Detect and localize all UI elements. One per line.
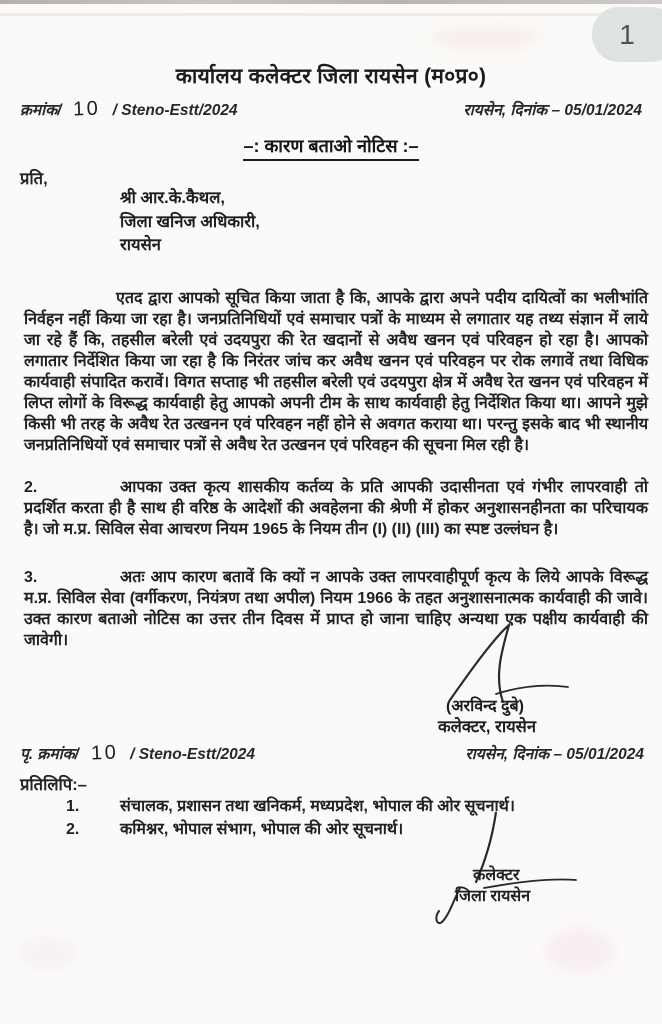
copy-item-number: 2. — [66, 820, 80, 838]
reference-row — [20, 98, 642, 121]
ref-suffix: / Steno-Estt/2024 — [112, 102, 238, 119]
signatory-designation: कलेक्टर, रायसेन — [438, 718, 536, 736]
paragraph-number: 3. — [24, 569, 38, 586]
salutation: प्रति, — [20, 170, 48, 188]
paragraph-text: आपका उक्त कृत्य शासकीय कर्तव्य के प्रति आपकी उदासीनता एवं गंभीर लापरवाही तो प्रदर्शित करता ही है साथ ही वरिष्ठ के आदेशों की अवहेलना की श्रेणी में होकर अनुशासनहीनता का परिचायक है। जो म.प्र. सिविल सेवा आचरण नियम 1965 के नियम तीन (I) (II) (III) का स्पष्ट उल्लंघन है। — [24, 479, 648, 538]
copy-item-number: 1. — [66, 798, 80, 815]
addressee-designation: जिला खनिज अधिकारी, — [120, 212, 260, 231]
endorsement-ref-suffix: / Steno-Estt/2024 — [130, 746, 255, 763]
addressee-block — [120, 187, 260, 258]
scan-smudge — [545, 928, 615, 973]
endorsement-ref-label: पृ. क्रमांक/ — [20, 746, 79, 763]
endorsement-signatory-district: जिला रायसेन — [455, 887, 531, 905]
endorsement-reference-row — [20, 742, 644, 765]
endorsement-place-date: रायसेन, दिनांक – 05/01/2024 — [465, 746, 644, 763]
endorsement-signatory-block — [455, 866, 530, 907]
signature-flourish — [436, 622, 586, 704]
notice-title-wrap — [0, 134, 662, 161]
scan-smudge — [430, 28, 540, 48]
paragraph-number: 2. — [24, 479, 38, 496]
addressee-name: श्री आर.के.कैथल, — [120, 189, 225, 207]
ref-number-handwritten: 10 — [73, 97, 102, 121]
scan-smudge — [18, 938, 78, 968]
copy-to-label: प्रतिलिपि:– — [20, 776, 87, 794]
scan-top-edge — [0, 0, 662, 4]
notice-title: –: कारण बताओ नोटिस :– — [243, 134, 418, 161]
paragraph-text: अतः आप कारण बतावें कि क्यों न आपके उक्त लापरवाहीपूर्ण कृत्य के लिये आपके विरूद्ध म.प्र. सिविल सेवा (वर्गीकरण, नियंत्रण तथा अपील) नियम 1966 के तहत अनुशासनात्मक कार्यवाही की जावे। उक्त कारण बताओ नोटिस का उत्तर तीन दिवस में प्राप्त हो जाना चाहिए अन्यथा एक पक्षीय कार्यवाही की जावेगी। — [24, 569, 648, 649]
office-title: कार्यालय कलेक्टर जिला रायसेन (म०प्र०) — [175, 65, 487, 88]
copy-item-text: संचालक, प्रशासन तथा खनिकर्म, मध्यप्रदेश, भोपाल की ओर सूचनार्थ। — [120, 798, 515, 815]
endorsement-ref-number-handwritten: 10 — [90, 741, 119, 765]
ref-label: क्रमांक/ — [20, 102, 62, 119]
paper-fold-line — [0, 13, 662, 16]
endorsement-signatory-designation: कलेक्टर — [473, 867, 520, 884]
page-number: 1 — [619, 18, 635, 50]
page-number-badge — [592, 7, 662, 62]
endorsement-ref-line — [20, 742, 255, 765]
body-paragraph-2 — [24, 477, 648, 540]
body-paragraph-1: एतद द्वारा आपको सूचित किया जाता है कि, आपके द्वारा अपने पदीय दायित्वों का भलीभांति निर्वहन नहीं किया जा रहा है। जनप्रतिनिधियों एवं समाचार पत्रों के माध्यम से लगातार यह तथ्य संज्ञान में लाये जा रहे हैं कि, तहसील बरेली एवं उदयपुरा की रेत खदानों से अवैध खनन एवं परिवहन हो रहा है। आपको लगातार निर्देशित किया जा रहा है कि निरंतर जांच कर अवैध खनन एवं परिवहन पर रोक लगावें तथा विधिक कार्यवाही संपादित करावें। विगत सप्ताह भी तहसील बरेली एवं उदयपुरा क्षेत्र में अवैध रेत खनन एवं परिवहन में लिप्त लोगों के विरूद्ध कार्यवाही हेतु आपको अपनी टीम के साथ कार्यवाही हेतु निर्देशित किया था। आपने मुझे किसी भी तरह के अवैध रेत उत्खनन एवं परिवहन नहीं होने से अवगत कराया था। परन्तु इसके बाद भी स्थानीय जनप्रतिनिधियों एवं समाचार पत्रों से अवैध रेत उत्खनन एवं परिवहन की सूचना मिल रही है। — [24, 290, 648, 454]
signatory-name: (अरविन्द दुबे) — [446, 698, 524, 715]
signatory-block — [438, 696, 536, 738]
addressee-place: रायसेन — [120, 236, 161, 254]
place-date-line: रायसेन, दिनांक – 05/01/2024 — [463, 102, 642, 119]
copy-item-text: कमिश्नर, भोपाल संभाग, भोपाल की ओर सूचनार्थ। — [120, 820, 404, 838]
reference-number-line — [20, 98, 238, 121]
